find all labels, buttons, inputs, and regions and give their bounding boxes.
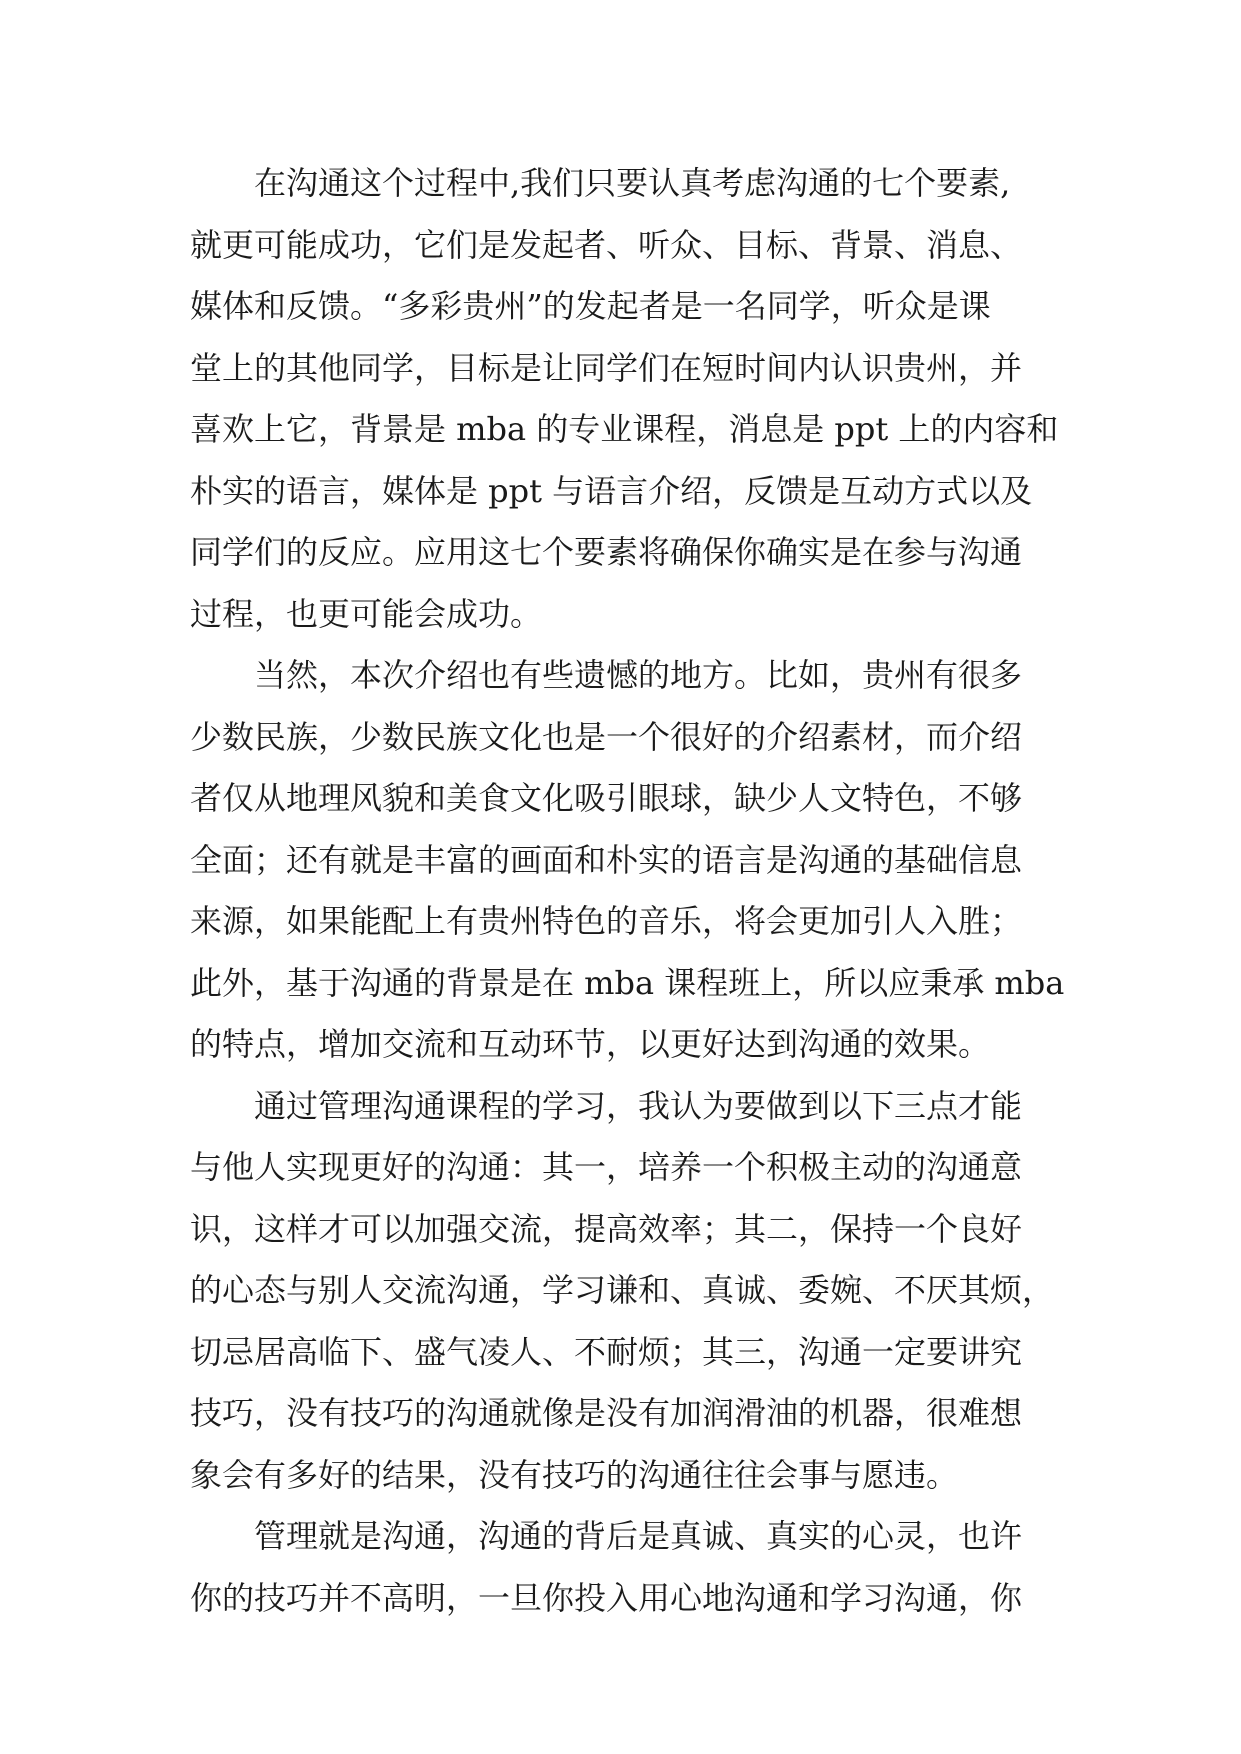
paragraph-2 [190,645,1070,1076]
text-line: 在沟通这个过程中,我们只要认真考虑沟通的七个要素, [254,164,1011,202]
text-line: 技巧，没有技巧的沟通就像是没有加润滑油的机器，很难想 [190,1394,1023,1432]
text-line: 全面；还有就是丰富的画面和朴实的语言是沟通的基础信息 [190,840,1023,879]
text-line: 识，这样才可以加强交流，提高效率；其二，保持一个良好 [190,1209,1023,1248]
text-line: 你的技巧并不高明，一旦你投入用心地沟通和学习沟通，你 [190,1578,1023,1617]
text-line: 堂上的其他同学，目标是让同学们在短时间内认识贵州，并 [190,348,1023,387]
text-line: 者仅从地理风貌和美食文化吸引眼球，缺少人文特色，不够 [190,779,1023,817]
text-line: 此外，基于沟通的背景是在 mba 课程班上，所以应秉承 mba [190,963,1065,1002]
text-line: 通过管理沟通课程的学习，我认为要做到以下三点才能 [254,1086,1023,1125]
body-text [190,153,1070,1629]
text-line: 来源，如果能配上有贵州特色的音乐，将会更加引人入胜； [190,902,1023,940]
text-line: 少数民族，少数民族文化也是一个很好的介绍素材，而介绍 [190,717,1023,756]
text-line: 与他人实现更好的沟通：其一，培养一个积极主动的沟通意 [190,1148,1023,1186]
text-line: 管理就是沟通，沟通的背后是真诚、真实的心灵，也许 [254,1517,1023,1555]
text-line: 切忌居高临下、盛气凌人、不耐烦；其三，沟通一定要讲究 [190,1332,1023,1371]
paragraph-1 [190,153,1070,645]
text-line: 的特点，增加交流和互动环节，以更好达到沟通的效果。 [190,1025,991,1063]
text-line: 媒体和反馈。“多彩贵州”的发起者是一名同学，听众是课 [190,287,991,325]
text-line: 当然，本次介绍也有些遗憾的地方。比如，贵州有很多 [254,656,1023,694]
text-line: 的心态与别人交流沟通，学习谦和、真诚、委婉、不厌其烦， [190,1271,1055,1309]
text-line: 过程，也更可能会成功。 [190,594,543,633]
text-line: 同学们的反应。应用这七个要素将确保你确实是在参与沟通 [190,533,1023,571]
text-line: 就更可能成功，它们是发起者、听众、目标、背景、消息、 [190,225,1023,264]
text-line: 喜欢上它，背景是 mba 的专业课程，消息是 ppt 上的内容和 [190,410,1059,448]
paragraph-4 [190,1506,1070,1629]
text-line: 朴实的语言，媒体是 ppt 与语言介绍，反馈是互动方式以及 [190,471,1033,510]
paragraph-3 [190,1076,1070,1507]
text-line: 象会有多好的结果，没有技巧的沟通往往会事与愿违。 [190,1455,959,1494]
